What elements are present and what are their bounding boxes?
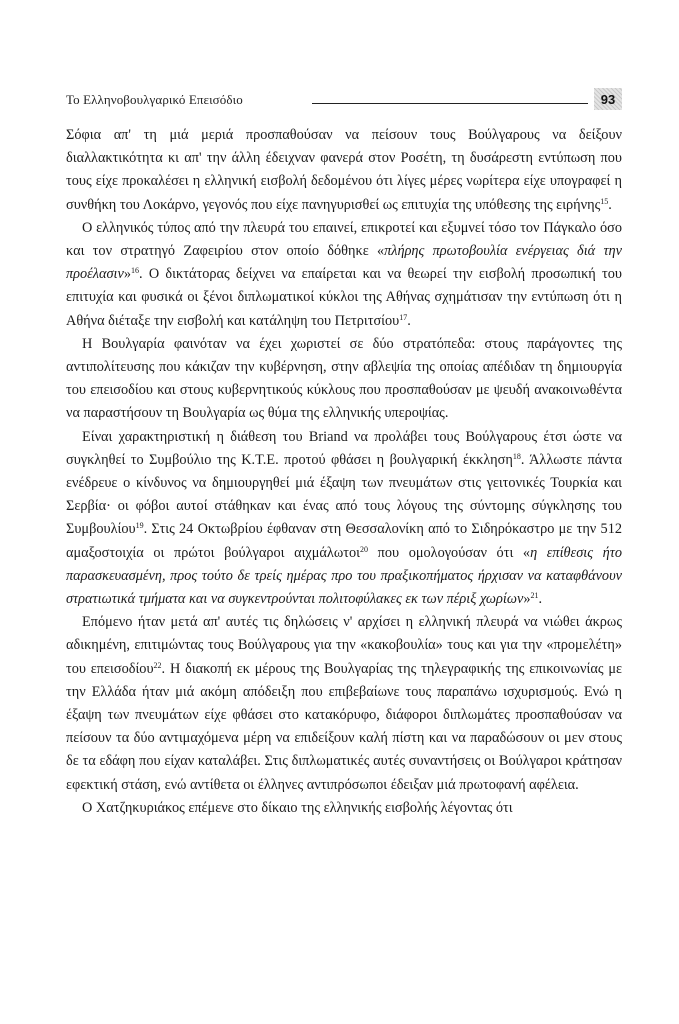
footnote-marker: 21 <box>530 591 539 601</box>
paragraph-6 <box>66 797 622 820</box>
page-number-box <box>594 88 622 110</box>
running-title: Το Ελληνοβουλγαρικό Επεισόδιο <box>66 92 243 107</box>
text-run: » <box>123 266 132 283</box>
text-run: . <box>538 591 543 608</box>
text-run: Σόφια απ' τη μιά μεριά προσπαθούσαν να πείσουν τους Βούλγαρους να δείξουν διαλλακτικότητα κι απ' την άλλη έδειχναν φανερά στον Ροσέτη, τη δυσάρεστη εντύπωση που τους είχε προκαλέσει η ελληνική εισβολή δεδομένου ότι λίγες μέρες νωρίτερα είχε υπογραφεί η συνθήκη του Λοκάρνο, γεγονός που είχε πανηγυρισθεί ως επιτυχία της υπόθεσης της ειρήνης <box>66 127 622 213</box>
paragraph-2 <box>66 217 622 333</box>
text-run: Ο ελληνικός τύπος από την πλευρά του επαινεί, επικροτεί και εξυμνεί τόσο τον Πάγκαλο όσο και τον στρατηγό Ζαφειρίου στον οποίο δόθηκε « <box>66 219 622 260</box>
text-run: Ο Χατζηκυριάκος επέμενε στο δίκαιο της ελληνικής εισβολής λέγοντας ότι <box>82 799 513 816</box>
footnote-marker: 19 <box>135 521 144 531</box>
footnote-marker: 20 <box>360 544 369 554</box>
footnote-marker: 15 <box>600 196 609 206</box>
text-run: Η Βουλγαρία φαινόταν να έχει χωριστεί σε δύο στρατόπεδα: στους παράγοντες της αντιπολίτευσης που κάκιζαν την κυβέρνηση, στην αβλεψία της οποίας απέδιδαν τη δημιουργία του επεισοδίου και στους κυβερνητικούς κύκλους που προσπαθούσαν με ψευδή ανακοινωθέντα να παραστήσουν τη Βουλγαρία ως θύμα της ελληνικής υπεροψίας. <box>66 335 622 422</box>
footnote-marker: 16 <box>131 266 140 276</box>
text-run: που ομολογούσαν ότι « <box>368 544 531 561</box>
quoted-text: πλήρης πρωτοβουλία ενέργειας διά την προέλασιν <box>66 243 622 283</box>
footnote-marker: 17 <box>399 312 408 322</box>
footnote-marker: 18 <box>512 451 521 461</box>
paragraph-1 <box>66 124 622 217</box>
paragraph-4 <box>66 426 622 612</box>
quoted-text: η επίθεσις ήτο παρασκευασμένη, προς τούτο δε τρείς ημέρας προ του πραξικοπήματος ήρχισαν να καταφθάνουν στρατιωτικά τμήματα και να συγκεντρούνται πολιτοφύλακες εκ των πέριξ χωρίων <box>66 544 622 608</box>
paragraph-5 <box>66 611 622 797</box>
text-run: . Η διακοπή εκ μέρους της Βουλγαρίας της τηλεγραφικής της επικοινωνίας με την Ελλάδα ήταν μιά ακόμη απόδειξη που επιβεβαίωνε τους παραπάνω ισχυρισμούς. Ενώ η έξαψη των πνευμάτων είχε φθάσει στο κατακόρυφο, διάφοροι διπλωμάτες προσπαθούσαν να πείσουν τα δύο αντιμαχόμενα μέρη να επιδείξουν καλή πίστη και να παραδώσουν οι μεν στους δε τα εδάφη που είχαν καταλάβει. Στις διπλωματικές αυτές συναντήσεις οι Βούλγαροι κράτησαν εφεκτική στάση, ενώ αντίθετα οι έλληνες αντιπρόσωποι έδειξαν μιά πρωτοφανή αφέλεια. <box>66 660 622 793</box>
text-run: » <box>523 591 531 608</box>
page-number: 93 <box>600 91 616 107</box>
text-run: Είναι χαρακτηριστική η διάθεση του Briand να προλάβει τους Βούλγαρους έτσι ώστε να συγκληθεί το Συμβούλιο της Κ.Τ.Ε. προτού φθάσει η βουλγαρική έκκληση <box>66 428 622 468</box>
header-rule <box>312 103 588 104</box>
text-run: Επόμενο ήταν μετά απ' αυτές τις δηλώσεις ν' αρχίσει η ελληνική πλευρά να νιώθει άκρως αδικημένη, επιτιμώντας τους Βούλγαρους για την «κακοβουλία» τους και για την «προμελέτη» του επεισοδίου <box>66 614 622 677</box>
page-header <box>66 88 622 112</box>
text-run: . <box>407 312 411 329</box>
text-run: . <box>608 196 612 213</box>
footnote-marker: 22 <box>153 660 162 670</box>
text-run: . Στις 24 Οκτωβρίου έφθαναν στη Θεσσαλονίκη από το Σιδηρόκαστρο με την 512 αμαξοστοιχία οι πρώτοι βούλγαροι αιχμάλωτοι <box>66 521 622 561</box>
text-run: . Ο δικτάτορας δείχνει να επαίρεται και να θεωρεί την εισβολή προσωπική του επιτυχία και φυσικά οι ξένοι διπλωματικοί κύκλοι της Αθήνας σχημάτισαν την εντύπωση ότι η Αθήνα διέταξε την εισβολή και κατάληψη του Πετριτσίου <box>66 266 622 329</box>
text-run: . Άλλωστε πάντα ενέδρευε ο κίνδυνος να δημιουργηθεί μιά έξαψη των πνευμάτων στις γειτονικές Τουρκία και Σερβία· οι φόβοι αυτοί στάθηκαν και ένας από τους λόγους της σύντομης σύγκλησης του Συμβουλίου <box>66 451 622 538</box>
paragraph-3 <box>66 333 622 426</box>
body-text <box>66 124 622 820</box>
